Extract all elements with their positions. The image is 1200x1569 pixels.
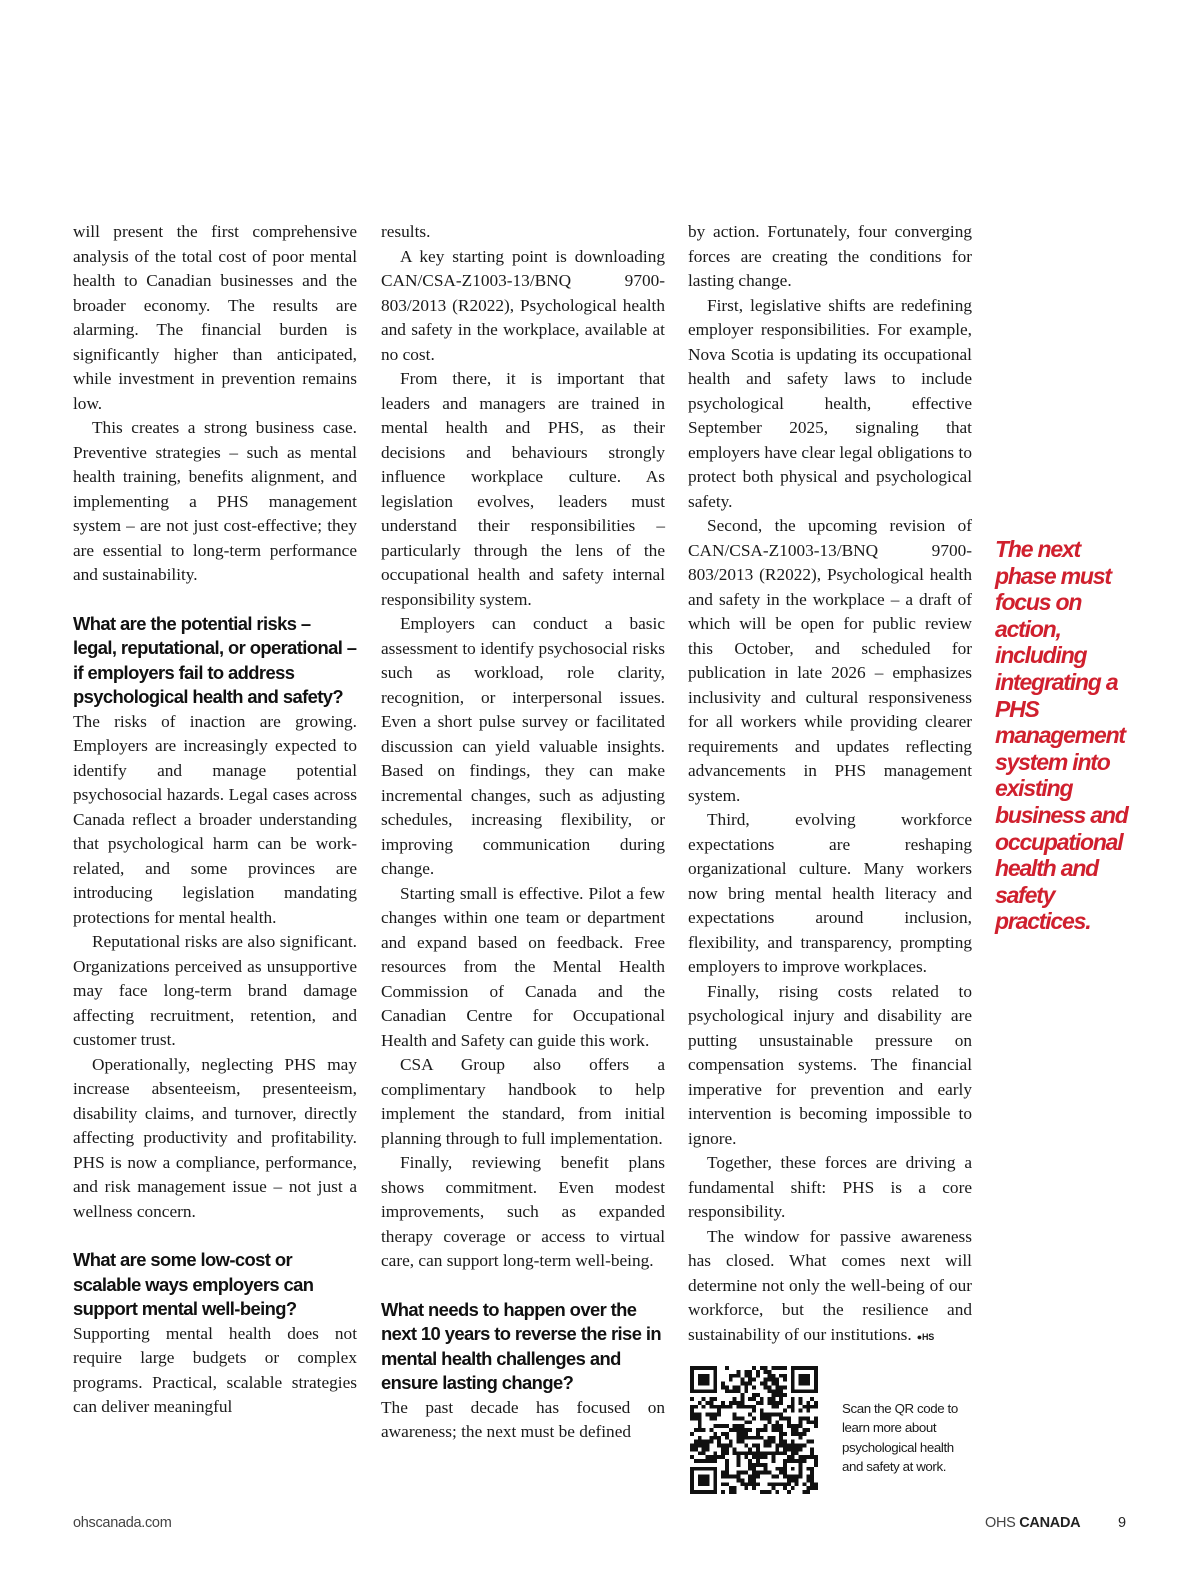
pull-quote: The next phase must focus on action, including integrating a PHS management system into existing business and occupational health and safety practices. <box>995 536 1128 935</box>
body-paragraph: Starting small is effective. Pilot a few changes within one team or department and expand based on feedback. Free resources from the Mental Health Commission of Canada and the Canadian Centre for Occupational Health and Safety can guide this work. <box>381 883 665 1050</box>
body-paragraph: results. <box>381 222 431 241</box>
body-paragraph: Finally, rising costs related to psychological injury and disability are putting unsustainable pressure on compensation systems. The financial imperative for prevention and early intervention is becoming impossible to ignore. <box>688 981 972 1148</box>
footer-website[interactable]: ohscanada.com <box>73 1515 172 1531</box>
section-heading: What are some low-cost or scalable ways employers can support mental well-being? <box>73 1249 314 1319</box>
body-paragraph: First, legislative shifts are redefining employer responsibilities. For example, Nova Scotia is updating its occupational health and safety laws to include psychological health, effective September 2025, signaling that employers have clear legal obligations to protect both physical and psychological safety. <box>688 295 972 511</box>
qr-code-icon[interactable] <box>690 1366 818 1494</box>
body-paragraph: This creates a strong business case. Preventive strategies – such as mental health training, benefits alignment, and implementing a PHS management system – are not just cost-effective; they are essential to long-term performance and sustainability. <box>73 418 357 584</box>
body-paragraph: The window for passive awareness has closed. What comes next will determine not only the well-being of our workforce, but the resilience and sustainability of our institutions. ●HS <box>688 1226 972 1344</box>
article-column-3 <box>688 220 972 1349</box>
body-paragraph: Second, the upcoming revision of CAN/CSA-Z1003-13/BNQ 9700-803/2013 (R2022), Psychological health and safety in the workplace – a draft of which will be open for public review this October, and scheduled for publication in late 2026 – emphasizes inclusivity and cultural responsiveness for all workers while providing clearer requirements and updates reflecting advancements in PHS management system. <box>688 516 972 805</box>
body-paragraph: From there, it is important that leaders and managers are trained in mental health and PHS, as their decisions and behaviours strongly influence workplace culture. As legislation evolves, leaders must understand their responsibilities – particularly through the lens of the occupational health and safety internal responsibility system. <box>381 369 665 609</box>
page-number: 9 <box>1118 1515 1127 1531</box>
article-column-2 <box>381 220 665 1445</box>
body-paragraph: by action. Fortunately, four converging forces are creating the conditions for lasting change. <box>688 222 972 290</box>
body-paragraph: The risks of inaction are growing. Employers are increasingly expected to identify and manage potential psychosocial hazards. Legal cases across Canada reflect a broader understanding that psychological harm can be work-related, and some provinces are introducing legislation mandating protections for mental health. <box>73 711 357 927</box>
body-paragraph: Reputational risks are also significant. Organizations perceived as unsupportive may face long-term brand damage affecting recruitment, retention, and customer trust. <box>73 932 357 1049</box>
body-paragraph: Third, evolving workforce expectations are reshaping organizational culture. Many workers now bring mental health literacy and expectations around inclusion, flexibility, and transparency, prompting employers to improve workplaces. <box>688 810 972 976</box>
qr-caption: Scan the QR code to learn more about psychological health and safety at work. <box>842 1401 958 1474</box>
body-paragraph: A key starting point is downloading CAN/CSA-Z1003-13/BNQ 9700-803/2013 (R2022), Psychological health and safety in the workplace, available at no cost. <box>381 246 665 364</box>
footer-brand-prefix: OHS <box>985 1515 1016 1531</box>
article-end-mark: ●HS <box>916 1331 935 1342</box>
body-paragraph: will present the first comprehensive analysis of the total cost of poor mental health to Canadian businesses and the broader economy. The results are alarming. The financial burden is significantly higher than anticipated, while investment in prevention remains low. <box>73 222 357 413</box>
body-paragraph: The past decade has focused on awareness; the next must be defined <box>381 1397 665 1441</box>
footer-brand-name: CANADA <box>1019 1515 1081 1531</box>
body-paragraph: CSA Group also offers a complimentary handbook to help implement the standard, from initial planning through to full implementation. <box>381 1055 665 1148</box>
body-paragraph: Together, these forces are driving a fundamental shift: PHS is a core responsibility. <box>688 1153 972 1221</box>
body-paragraph: Employers can conduct a basic assessment to identify psychosocial risks such as workload, role clarity, recognition, or interpersonal issues. Even a short pulse survey or facilitated discussion can yield valuable insights. Based on findings, they can make incremental changes, such as adjusting schedules, increasing flexibility, or improving communication during change. <box>381 614 665 878</box>
footer-brand <box>985 1515 1080 1531</box>
article-column-1 <box>73 220 357 1420</box>
section-heading: What needs to happen over the next 10 years to reverse the rise in mental health challenges and ensure lasting change? <box>381 1298 661 1393</box>
body-paragraph: Finally, reviewing benefit plans shows commitment. Even modest improvements, such as expanded therapy coverage or access to virtual care, can support long-term well-being. <box>381 1153 665 1270</box>
body-paragraph: Operationally, neglecting PHS may increase absenteeism, presenteeism, disability claims, and turnover, directly affecting productivity and profitability. PHS is now a compliance, performance, and risk management issue – not just a wellness concern. <box>73 1054 357 1221</box>
body-paragraph: Supporting mental health does not require large budgets or complex programs. Practical, scalable strategies can deliver meaningful <box>73 1323 357 1416</box>
section-heading: What are the potential risks – legal, reputational, or operational – if employers fail to address psychological health and safety? <box>73 612 357 707</box>
